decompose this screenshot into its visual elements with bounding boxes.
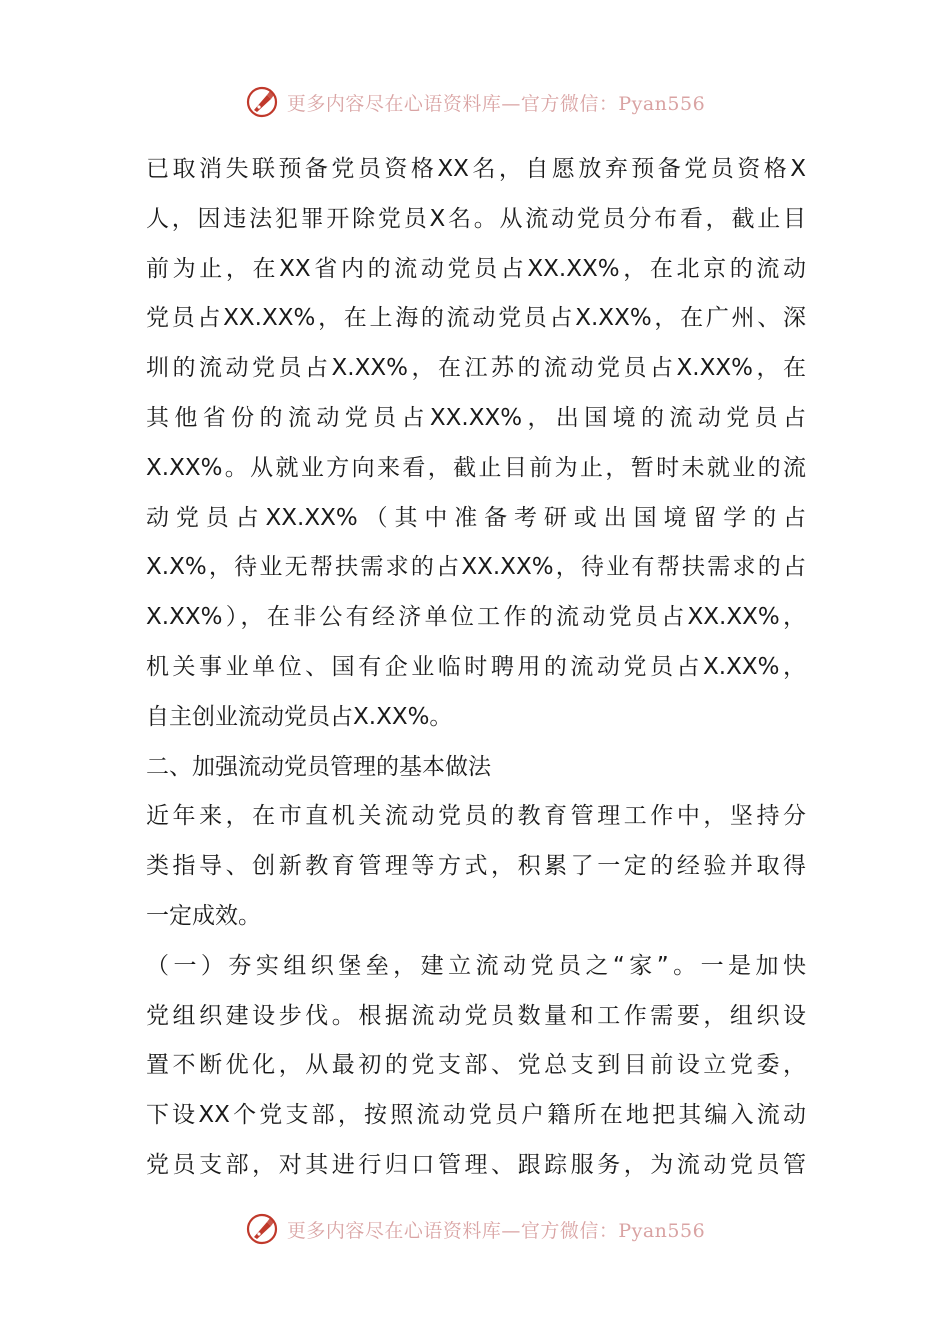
- text-line: 动党员占XX.XX%（其中准备考研或出国境留学的占: [146, 504, 806, 531]
- document-body: [146, 145, 806, 1191]
- footer-banner-text: 更多内容尽在心语资料库—官方微信：Pyan556: [286, 1219, 706, 1242]
- header-banner-inner: [245, 85, 705, 119]
- footer-banner: [0, 1209, 950, 1249]
- text-line: X.XX%。从就业方向来看，截止目前为止，暂时未就业的流: [146, 454, 806, 481]
- text-line: X.X%，待业无帮扶需求的占XX.XX%，待业有帮扶需求的占: [146, 554, 806, 581]
- text-line: X.XX%），在非公有经济单位工作的流动党员占XX.XX%，: [146, 604, 806, 631]
- text-line: 置不断优化，从最初的党支部、党总支到目前设立党委，: [146, 1052, 806, 1079]
- text-line: （一）夯实组织堡垒，建立流动党员之“家”。一是加快: [146, 952, 806, 979]
- pen-nib-logo-icon: [245, 1212, 279, 1246]
- header-banner: [0, 82, 950, 122]
- text-line: 党员支部，对其进行归口管理、跟踪服务，为流动党员管: [146, 1151, 806, 1178]
- text-line: 党员占XX.XX%，在上海的流动党员占X.XX%，在广州、深: [146, 305, 806, 332]
- text-line: 其他省份的流动党员占XX.XX%，出国境的流动党员占: [146, 404, 806, 431]
- header-banner-text: 更多内容尽在心语资料库—官方微信：Pyan556: [286, 92, 706, 115]
- section-heading: 二、加强流动党员管理的基本做法: [146, 753, 491, 780]
- text-line: 机关事业单位、国有企业临时聘用的流动党员占X.XX%，: [146, 653, 806, 680]
- text-line: 前为止，在XX省内的流动党员占XX.XX%，在北京的流动: [146, 255, 806, 282]
- footer-banner-inner: [245, 1212, 705, 1246]
- text-line: 已取消失联预备党员资格XX名，自愿放弃预备党员资格X: [146, 156, 806, 182]
- text-line: 近年来，在市直机关流动党员的教育管理工作中，坚持分: [146, 803, 806, 830]
- text-line: 党组织建设步伐。根据流动党员数量和工作需要，组织设: [146, 1002, 806, 1029]
- text-line: 自主创业流动党员占X.XX%。: [146, 703, 453, 730]
- text-line: 圳的流动党员占X.XX%，在江苏的流动党员占X.XX%，在: [146, 355, 806, 382]
- pen-nib-logo-icon: [245, 85, 279, 119]
- text-line: 人，因违法犯罪开除党员X名。从流动党员分布看，截止目: [146, 205, 806, 232]
- text-line: 下设XX个党支部，按照流动党员户籍所在地把其编入流动: [146, 1102, 806, 1129]
- text-line: 类指导、创新教育管理等方式，积累了一定的经验并取得: [146, 853, 806, 880]
- text-line: 一定成效。: [146, 902, 261, 929]
